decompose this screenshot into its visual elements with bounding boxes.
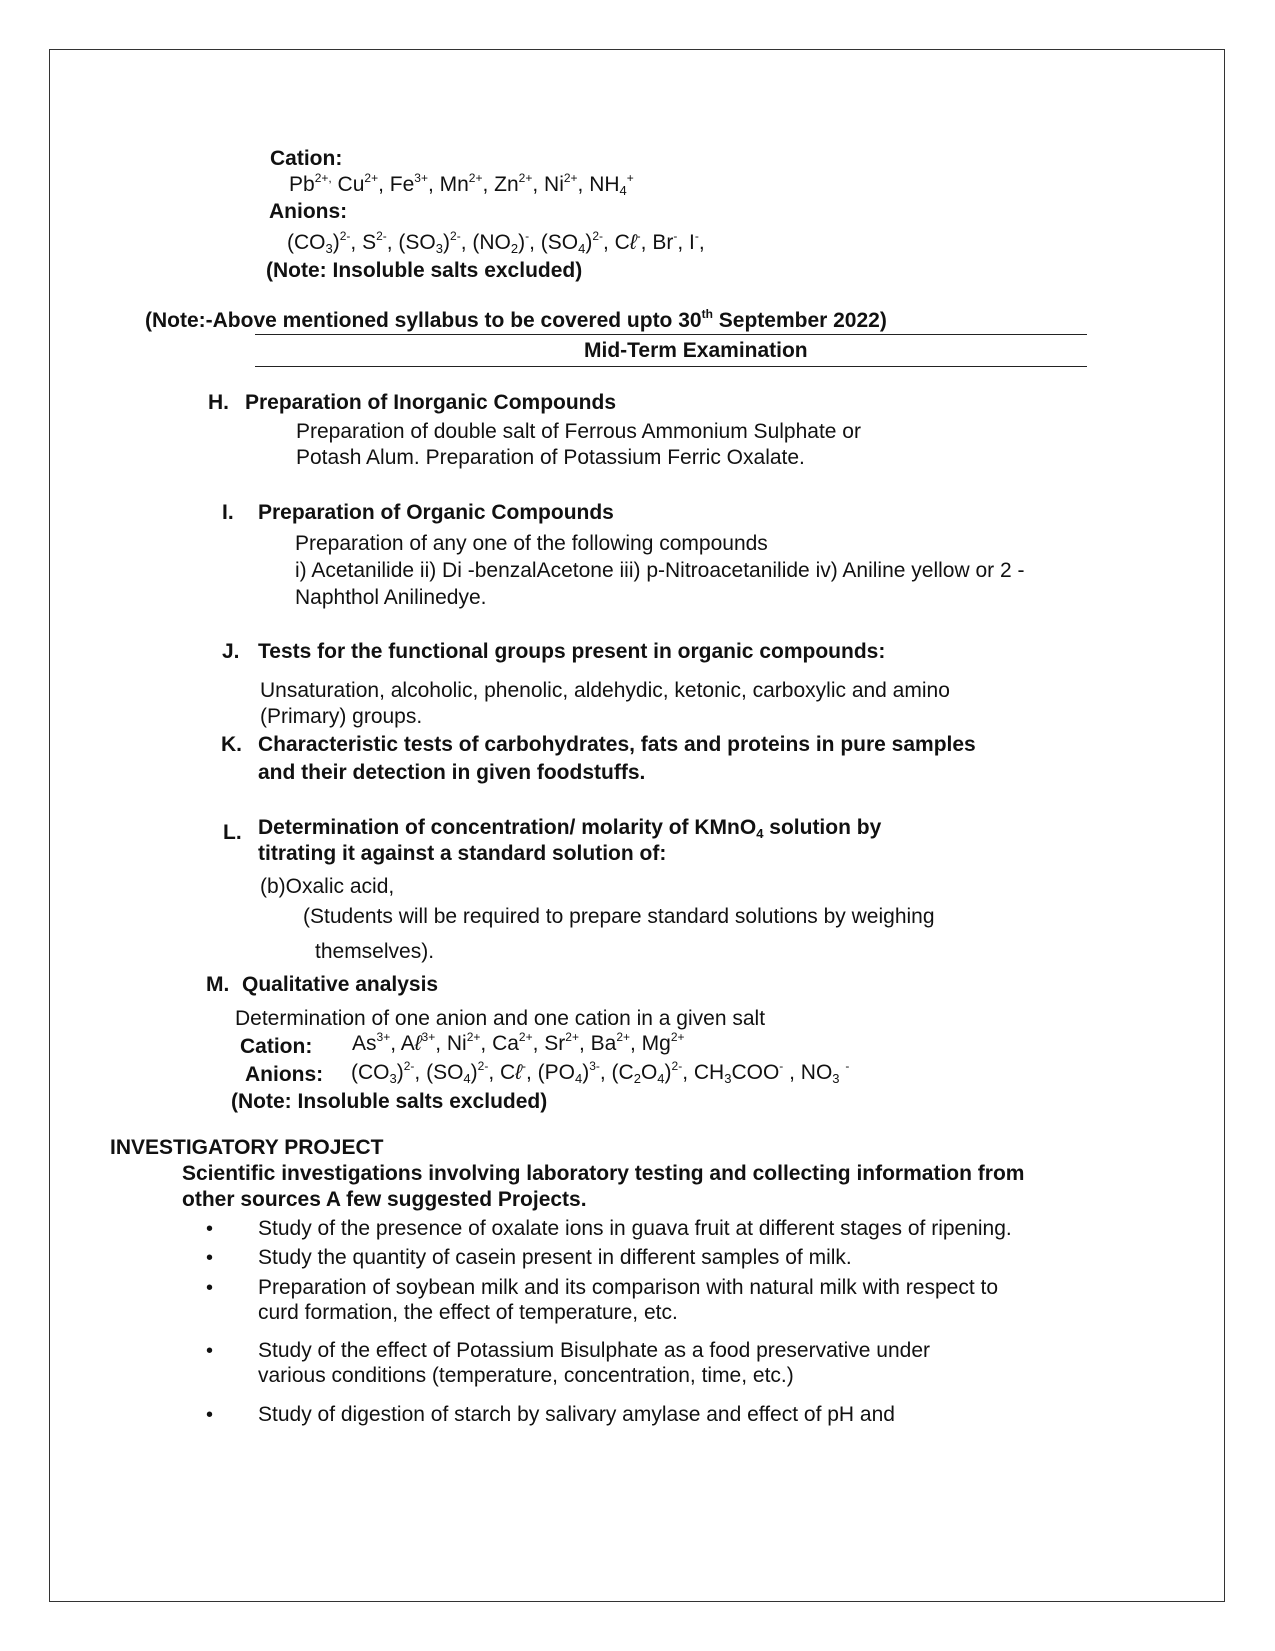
- divider-top: [255, 334, 1087, 335]
- exam-title: Mid-Term Examination: [584, 339, 808, 362]
- section-i-title: Preparation of Organic Compounds: [258, 501, 614, 524]
- bullet-icon: •: [206, 1218, 214, 1240]
- project-bullet: Study of the presence of oxalate ions in guava fruit at different stages of ripening.: [258, 1217, 1012, 1240]
- project-bullet: Study of digestion of starch by salivary amylase and effect of pH and: [258, 1403, 895, 1426]
- divider-bottom: [255, 366, 1087, 367]
- section-m-cation-list: $As^{3+}$, Aℓ$^{3+}$, $Ni^{2+}$, $Ca^{2+}$, $Sr^{2+}$, $Ba^{2+}$, $Mg^{2+}$: [352, 1030, 685, 1055]
- insoluble-note: (Note: Insoluble salts excluded): [266, 259, 583, 282]
- project-bullet: Study the quantity of casein present in different samples of milk.: [258, 1246, 852, 1269]
- section-i-letter: I.: [222, 501, 234, 524]
- cation-heading: Cation:: [270, 147, 343, 170]
- section-m-anions-label: Anions:: [245, 1063, 324, 1086]
- section-j-title: Tests for the functional groups present in organic compounds:: [258, 640, 886, 663]
- project-intro: Scientific investigations involving laboratory testing and collecting information from: [182, 1162, 1025, 1185]
- section-h-letter: H.: [208, 391, 229, 414]
- section-l-line: themselves).: [315, 940, 435, 963]
- section-m-title: Qualitative analysis: [242, 973, 439, 996]
- section-m-cation-label: Cation:: [240, 1035, 313, 1058]
- syllabus-note: (Note:-Above mentioned syllabus to be covered upto 30th September 2022): [145, 307, 887, 332]
- section-h-line: Preparation of double salt of Ferrous Ammonium Sulphate or: [296, 420, 861, 443]
- project-bullet: curd formation, the effect of temperature, etc.: [258, 1301, 678, 1324]
- bullet-icon: •: [206, 1340, 214, 1362]
- project-intro: other sources A few suggested Projects.: [182, 1188, 587, 1211]
- bullet-icon: •: [206, 1404, 214, 1426]
- section-l-title: Determination of concentration/ molarity of KMnO$_4$ solution by: [258, 816, 882, 841]
- section-l-line: (b)Oxalic acid,: [260, 875, 395, 898]
- section-m-anion-list: $(CO_3)^{2-}$, $(SO_4)^{2-}$, Cℓ-, $(PO_4)^{3-}$, $(C_2O_4)^{2-}$, $CH_3COO^-$ , $NO_3$ -: [351, 1059, 850, 1086]
- bullet-icon: •: [206, 1247, 214, 1269]
- section-j-line: (Primary) groups.: [260, 705, 423, 728]
- project-bullet: various conditions (temperature, concentration, time, etc.): [258, 1364, 794, 1387]
- project-bullet: Preparation of soybean milk and its comparison with natural milk with respect to: [258, 1276, 999, 1299]
- section-k-letter: K.: [221, 733, 242, 756]
- section-k-title: Characteristic tests of carbohydrates, fats and proteins in pure samples: [258, 733, 976, 756]
- section-i-line: Naphthol Anilinedye.: [295, 586, 487, 609]
- section-h-line: Potash Alum. Preparation of Potassium Ferric Oxalate.: [296, 446, 805, 469]
- anions-heading: Anions:: [269, 200, 348, 223]
- section-l-line: (Students will be required to prepare standard solutions by weighing: [303, 905, 935, 928]
- section-i-line: i) Acetanilide ii) Di -benzalAcetone iii) p-Nitroacetanilide iv) Aniline yellow or 2 -: [295, 559, 1025, 582]
- section-l-letter: L.: [223, 821, 242, 844]
- section-j-line: Unsaturation, alcoholic, phenolic, aldehydic, ketonic, carboxylic and amino: [260, 679, 950, 702]
- anion-list: $(CO_3)^{2-}$, $S^{2-}$, $(SO_3)^{2-}$, $(NO_2)^-$, $(SO_4)^{2-}$, Cℓ-, Br-, I-,: [287, 229, 705, 256]
- section-m-letter: M.: [206, 973, 230, 996]
- section-l-title: titrating it against a standard solution of:: [258, 842, 667, 865]
- cation-list: $Pb^{2+,}$ $Cu^{2+}$, $Fe^{3+}$, $Mn^{2+}$, $Zn^{2+}$, $Ni^{2+}$, $NH_4^+$: [289, 171, 634, 198]
- section-m-note: (Note: Insoluble salts excluded): [231, 1090, 548, 1113]
- project-heading: INVESTIGATORY PROJECT: [110, 1136, 384, 1159]
- project-bullet: Study of the effect of Potassium Bisulphate as a food preservative under: [258, 1339, 931, 1362]
- section-h-title: Preparation of Inorganic Compounds: [245, 391, 617, 414]
- section-m-line: Determination of one anion and one cation in a given salt: [235, 1007, 766, 1030]
- section-j-letter: J.: [222, 640, 240, 663]
- section-k-title: and their detection in given foodstuffs.: [258, 761, 646, 784]
- bullet-icon: •: [206, 1277, 214, 1299]
- section-i-line: Preparation of any one of the following compounds: [295, 532, 768, 555]
